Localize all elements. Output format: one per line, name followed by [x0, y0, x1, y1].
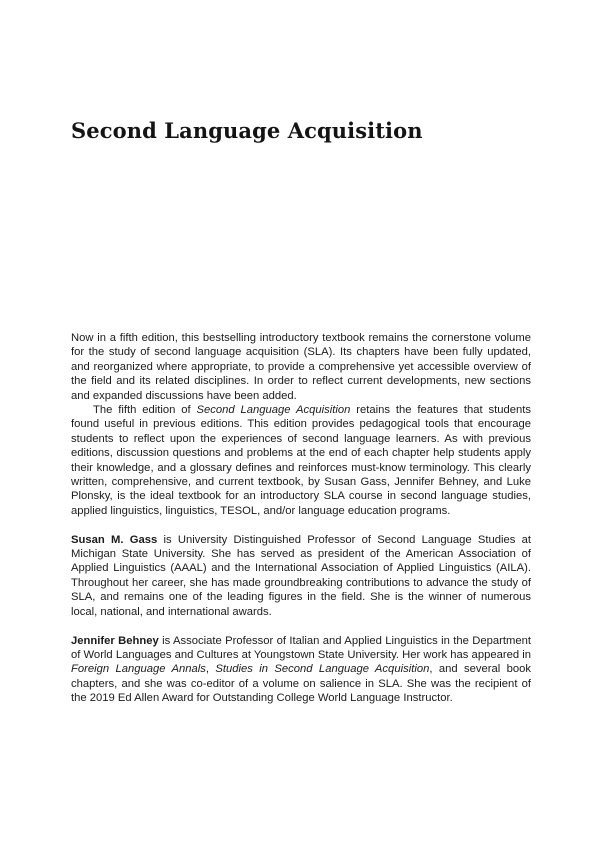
journal-title: Studies in Second Language Acquisition — [215, 663, 430, 676]
author-name: Susan M. Gass — [71, 533, 158, 546]
author-bio-behney — [71, 634, 531, 706]
description-text: The fifth edition of — [93, 404, 197, 417]
description-paragraph-2 — [71, 403, 531, 518]
journal-title: Foreign Language Annals — [71, 663, 206, 676]
author-bio-text: , — [205, 663, 216, 676]
description-text: retains the features that students found useful in previous editions. This edition provides pedagogical tools that encourage students to reflect upon the experiences of second language learners. As with previous editions, discussion questions and problems at the end of each chapter help students apply their knowledge, and a glossary defines and reinforces must-know terminology. This clearly written, comprehensive, and current textbook, by Susan Gass, Jennifer Behney, and Luke Plonsky, is the ideal textbook for an introductory SLA course in second language studies, applied linguistics, linguistics, TESOL, and/or language education programs. — [71, 404, 531, 517]
author-bio-text: is Associate Professor of Italian and Applied Linguistics in the Department of World Languages and Cultures at Youngstown State University. Her work has appeared in — [71, 634, 531, 661]
book-title-italic: Second Language Acquisition — [196, 404, 351, 417]
back-cover-text — [71, 331, 531, 706]
page-title: Second Language Acquisition — [71, 118, 423, 143]
author-bio-text: , and several book chapters, and she was co-editor of a volume on salience in SLA. She was the recipient of the 2019 Ed Allen Award for Outstanding College World Language Instructor. — [71, 663, 531, 705]
author-bio-gass — [71, 533, 531, 619]
author-bio-text: is University Distinguished Professor of Second Language Studies at Michigan State University. She has served as president of the American Association of Applied Linguistics (AAAL) and the International Association of Applied Linguistics (AILA). Throughout her career, she has made groundbreaking contributions to advance the study of SLA, and remains one of the leading figures in the field. She is the winner of numerous local, national, and international awards. — [71, 533, 531, 618]
description-paragraph-1: Now in a fifth edition, this bestselling introductory textbook remains the cornerstone volume for the study of second language acquisition (SLA). Its chapters have been fully updated, and reorganized where appropriate, to provide a comprehensive yet accessible overview of the field and its related disciplines. In order to reflect current developments, new sections and expanded discussions have been added. — [71, 332, 531, 402]
author-name: Jennifer Behney — [71, 634, 159, 647]
